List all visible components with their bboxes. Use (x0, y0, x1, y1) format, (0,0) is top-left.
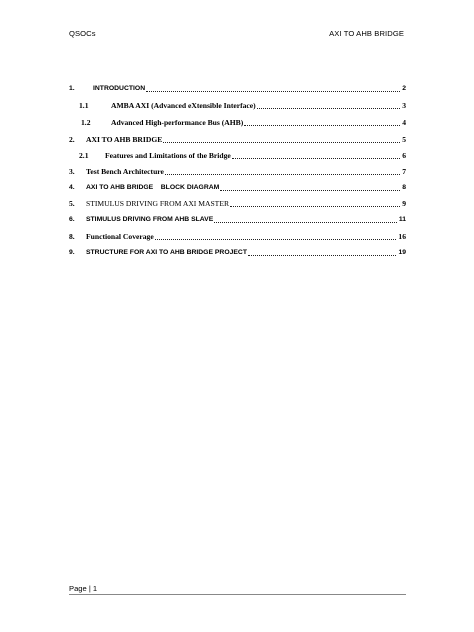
page-header (69, 29, 404, 41)
toc-entry-title: AMBA AXI (Advanced eXtensible Interface) (111, 101, 256, 110)
toc-leader-dots (248, 254, 396, 256)
toc-leader-dots (146, 90, 400, 92)
toc-entry-stimulus-ahb-slave[interactable] (69, 214, 406, 226)
toc-entry-number: 2. (69, 135, 75, 144)
toc-leader-dots (155, 238, 397, 240)
toc-entry-number: 8. (69, 232, 75, 241)
toc-entry-title: STRUCTURE FOR AXI TO AHB BRIDGE PROJECT (86, 249, 247, 256)
toc-entry-title: Features and Limitations of the Bridge (105, 151, 231, 160)
toc-entry-amba-axi[interactable] (69, 100, 406, 112)
toc-entry-page: 4 (402, 118, 406, 127)
toc-leader-dots (214, 221, 397, 223)
header-document-title: AXI TO AHB BRIDGE (329, 29, 404, 38)
toc-entry-page: 5 (402, 135, 406, 144)
toc-entry-page: 11 (398, 216, 406, 223)
toc-entry-project-structure[interactable] (69, 247, 406, 259)
toc-entry-number: 1. (69, 85, 75, 92)
toc-entry-features-limitations[interactable] (69, 150, 406, 162)
toc-entry-number: 3. (69, 167, 75, 176)
toc-entry-title: STIMULUS DRIVING FROM AXI MASTER (86, 199, 230, 208)
toc-entry-number: 9. (69, 249, 75, 256)
toc-entry-title: Advanced High-performance Bus (AHB) (111, 118, 244, 127)
page-footer (69, 584, 406, 593)
toc-leader-dots (232, 157, 400, 159)
header-company: QSOCs (69, 29, 96, 38)
toc-entry-page: 2 (402, 85, 406, 92)
toc-entry-page: 19 (398, 249, 406, 256)
toc-entry-number: 6. (69, 216, 75, 223)
toc-entry-number: 2.1 (79, 151, 89, 160)
toc-leader-dots (163, 141, 400, 143)
toc-entry-page: 6 (402, 151, 406, 160)
toc-entry-number: 1.1 (79, 101, 89, 110)
toc-entry-title: STIMULUS DRIVING FROM AHB SLAVE (86, 216, 214, 223)
toc-entry-title: INTRODUCTION (93, 85, 146, 92)
toc-entry-block-diagram[interactable] (69, 182, 406, 194)
toc-leader-dots (244, 124, 400, 126)
footer-divider (69, 594, 406, 595)
toc-entry-page: 7 (402, 167, 406, 176)
toc-entry-title: Functional Coverage (86, 232, 154, 241)
toc-entry-stimulus-axi-master[interactable] (69, 198, 406, 210)
toc-leader-dots (257, 107, 401, 109)
toc-entry-title: AXI TO AHB BRIDGE BLOCK DIAGRAM (86, 184, 220, 191)
toc-leader-dots (230, 205, 400, 207)
toc-entry-axi-to-ahb-bridge[interactable] (69, 134, 406, 146)
page-number-label: Page | 1 (69, 584, 98, 593)
toc-entry-functional-coverage[interactable] (69, 231, 406, 243)
toc-entry-ahb[interactable] (69, 117, 406, 129)
toc-entry-page: 9 (402, 199, 406, 208)
toc-entry-number: 4. (69, 184, 75, 191)
toc-entry-number: 1.2 (81, 118, 91, 127)
toc-leader-dots (220, 189, 400, 191)
toc-entry-introduction[interactable] (69, 83, 406, 95)
toc-entry-test-bench-architecture[interactable] (69, 166, 406, 178)
toc-entry-page: 3 (402, 101, 406, 110)
toc-entry-title: Test Bench Architecture (86, 167, 164, 176)
toc-entry-number: 5. (69, 199, 75, 208)
toc-entry-page: 16 (398, 232, 406, 241)
toc-entry-page: 8 (402, 184, 406, 191)
toc-entry-title: AXI TO AHB BRIDGE (86, 135, 163, 144)
toc-leader-dots (165, 173, 400, 175)
